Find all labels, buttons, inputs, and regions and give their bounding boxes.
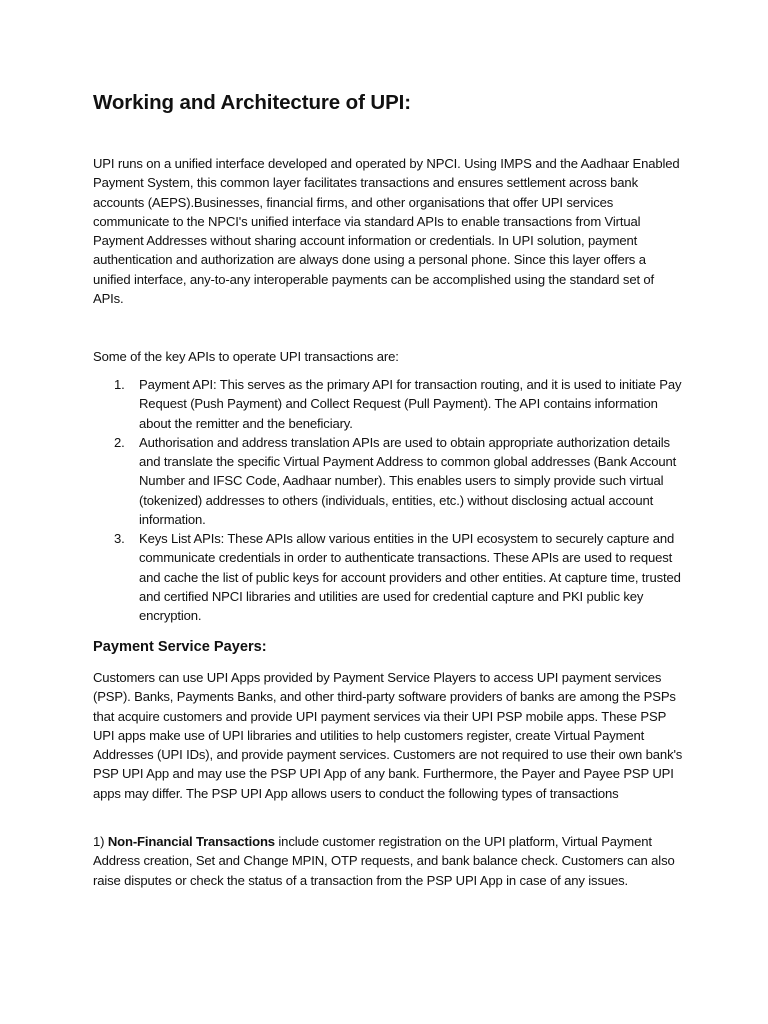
list-item bbox=[93, 433, 683, 529]
list-item-text: Payment API: This serves as the primary API for transaction routing, and it is used to initiate Pay Request (Push Payment) and Collect Request (Pull Payment). The API contains information about the remitter and the beneficiary. bbox=[139, 377, 682, 431]
list-item bbox=[93, 375, 683, 433]
list-item-text: Keys List APIs: These APIs allow various entities in the UPI ecosystem to securely capture and communicate credentials in order to authenticate transactions. These APIs are used to request and cache the list of public keys for account providers and other entities. At capture time, trusted and certified NPCI libraries and utilities are used for credential capture and PKI public key encryption. bbox=[139, 531, 681, 623]
paragraph-prefix: 1) bbox=[93, 834, 108, 849]
list-item-text: Authorisation and address translation APIs are used to obtain appropriate authorization details and translate the specific Virtual Payment Address to common global addresses (Bank Account Number and IFSC Code, Aadhaar number). This enables users to simply provide such virtual (tokenized) addresses to others (individuals, entities, etc.) without disclosing actual account information. bbox=[139, 434, 677, 527]
list-item bbox=[93, 529, 683, 625]
api-list bbox=[93, 375, 683, 625]
list-item-number: 3. bbox=[114, 531, 125, 546]
non-financial-paragraph bbox=[93, 832, 683, 890]
bold-term: Non-Financial Transactions bbox=[107, 834, 275, 849]
list-item-number: 1. bbox=[114, 377, 125, 392]
upi-architecture-paragraph: UPI runs on a unified interface developed and operated by NPCI. Using IMPS and the Aadhaar Enabled Payment System, this common layer facilitates transactions and ensures settlement across bank accounts (AEPS).Businesses, financial firms, and other organisations that offer UPI services communicate to the NPCI's unified interface via standard APIs to enable transactions from Virtual Payment Addresses without sharing account information or credentials. In UPI solution, payment authentication and authorization are always done using a personal phone. Since this layer offers a unified interface, any-to-any interoperable payments can be accomplished using the standard set of APIs. bbox=[93, 156, 680, 306]
psp-paragraph: Customers can use UPI Apps provided by Payment Service Players to access UPI payment services (PSP). Banks, Payments Banks, and other third-party software providers of banks are among the PSPs that acquire customers and provide UPI payment services via their UPI PSP mobile apps. These PSP UPI apps make use of UPI libraries and utilities to help customers register, create Virtual Payment Addresses (UPI IDs), and provide payment services. Customers are not required to use their own bank's PSP UPI App and may use the PSP UPI App of any bank. Furthermore, the Payer and Payee PSP UPI apps may differ. The PSP UPI App allows users to conduct the following types of transactions bbox=[93, 670, 683, 801]
paragraph-rest: include customer registration on the UPI platform, Virtual Payment Address creation, Set and Change MPIN, OTP requests, and bank balance check. Customers can also raise disputes or check the status of a transaction from the PSP UPI App in case of any issues. bbox=[93, 834, 675, 888]
list-item-number: 2. bbox=[114, 434, 125, 450]
api-list-intro: Some of the key APIs to operate UPI transactions are: bbox=[93, 349, 399, 364]
document-title: Working and Architecture of UPI: bbox=[93, 91, 411, 114]
section-subheading: Payment Service Payers: bbox=[93, 639, 267, 655]
